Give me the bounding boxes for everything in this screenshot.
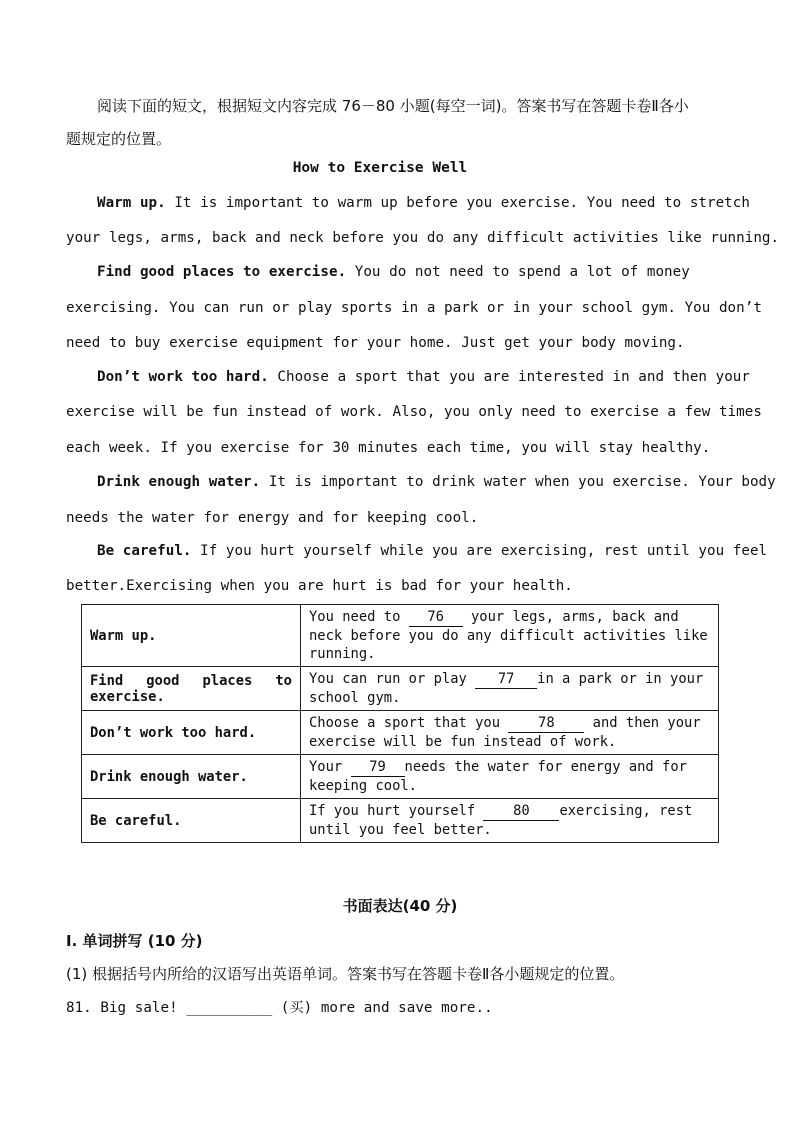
paragraph-3-line-1 (97, 369, 750, 385)
paragraph-3-line-3: each week. If you exercise for 30 minutes each time, you will stay healthy. (66, 440, 711, 456)
answer-blank-80[interactable]: 80 (483, 802, 559, 821)
answer-blank-77[interactable]: 77 (475, 670, 537, 689)
row-text: Choose a sport that you (309, 715, 509, 731)
row-text: needs the water for energy and for keeping cool. (309, 759, 687, 794)
paragraph-4-line-1 (97, 474, 776, 490)
part-title: Ⅰ. 单词拼写 (10 分) (66, 932, 203, 950)
paragraph-2-line-2: exercising. You can run or play sports in a park or in your school gym. You don’t (66, 300, 762, 316)
paragraph-5-heading: Be careful. (97, 543, 192, 559)
paragraph-4-line-2: needs the water for energy and for keeping cool. (66, 510, 479, 526)
paragraph-2-text: You do not need to spend a lot of money (346, 264, 690, 280)
answer-blank-79[interactable]: 79 (351, 758, 405, 777)
row-text: If you hurt yourself (309, 803, 484, 819)
row-heading: Be careful. (82, 799, 301, 843)
paragraph-5-line-2: better.Exercising when you are hurt is bad for your health. (66, 578, 573, 594)
table-row (82, 667, 719, 711)
table-row (82, 799, 719, 843)
paragraph-2-line-3: need to buy exercise equipment for your home. Just get your body moving. (66, 335, 685, 351)
paragraph-3-line-2: exercise will be fun instead of work. Also, you only need to exercise a few times (66, 404, 762, 420)
paragraph-1-line-2: your legs, arms, back and neck before you do any difficult activities like running. (66, 230, 780, 246)
paragraph-1-heading: Warm up. (97, 195, 166, 211)
row-content (301, 605, 719, 667)
passage-title: How to Exercise Well (292, 160, 468, 176)
row-content (301, 711, 719, 755)
row-heading (82, 667, 301, 711)
table-row (82, 755, 719, 799)
summary-table (81, 604, 719, 843)
instruction-text: (1) 根据括号内所给的汉语写出英语单词。答案书写在答题卡卷Ⅱ各小题规定的位置。 (66, 965, 625, 983)
row-heading: Drink enough water. (82, 755, 301, 799)
table-row (82, 605, 719, 667)
row-heading-word: places (202, 672, 253, 689)
paragraph-2-line-1 (97, 264, 690, 280)
row-text: exercising, rest until you feel better. (309, 803, 693, 838)
row-heading-word: exercise. (90, 688, 165, 705)
paragraph-1-text: It is important to warm up before you exercise. You need to stretch (165, 195, 750, 211)
answer-blank-76[interactable]: 76 (409, 608, 463, 627)
row-text: your legs, arms, back and neck before you do any difficult activities like running. (309, 609, 708, 662)
paragraph-4-heading: Drink enough water. (97, 474, 261, 490)
row-content (301, 667, 719, 711)
row-heading-line (90, 673, 292, 689)
row-heading: Don’t work too hard. (82, 711, 301, 755)
paragraph-1-line-1 (97, 195, 750, 211)
row-text: You need to (309, 609, 409, 625)
answer-blank-78[interactable]: 78 (508, 714, 584, 733)
intro-line-1: 阅读下面的短文，根据短文内容完成 76－80 小题(每空一词)。答案书写在答题卡卷Ⅱ各小 (97, 97, 689, 115)
row-heading-word: Find (90, 672, 124, 689)
row-text: You can run or play (309, 671, 476, 687)
row-text: Your (309, 759, 351, 775)
row-heading: Warm up. (82, 605, 301, 667)
paragraph-5-text: If you hurt yourself while you are exercising, rest until you feel (191, 543, 768, 559)
row-heading-word: to (275, 672, 292, 689)
table-row (82, 711, 719, 755)
intro-line-2: 题规定的位置。 (66, 130, 172, 148)
row-heading-word: good (146, 672, 180, 689)
question-81-text: (买) more and save more.. (272, 1000, 493, 1016)
paragraph-4-text: It is important to drink water when you exercise. Your body (260, 474, 776, 490)
paragraph-5-line-1 (97, 543, 767, 559)
section-title: 书面表达(40 分) (342, 897, 458, 915)
paragraph-2-heading: Find good places to exercise. (97, 264, 347, 280)
paragraph-3-text: Choose a sport that you are interested in and then your (268, 369, 750, 385)
row-text: and then your exercise will be fun instead of work. (309, 715, 701, 750)
row-content (301, 755, 719, 799)
answer-blank-81[interactable]: __________ (186, 1000, 273, 1016)
row-content (301, 799, 719, 843)
paragraph-3-heading: Don’t work too hard. (97, 369, 269, 385)
question-81-text: 81. Big sale! (66, 1000, 187, 1016)
question-81 (66, 997, 493, 1017)
row-text: in a park or in your school gym. (309, 671, 704, 706)
